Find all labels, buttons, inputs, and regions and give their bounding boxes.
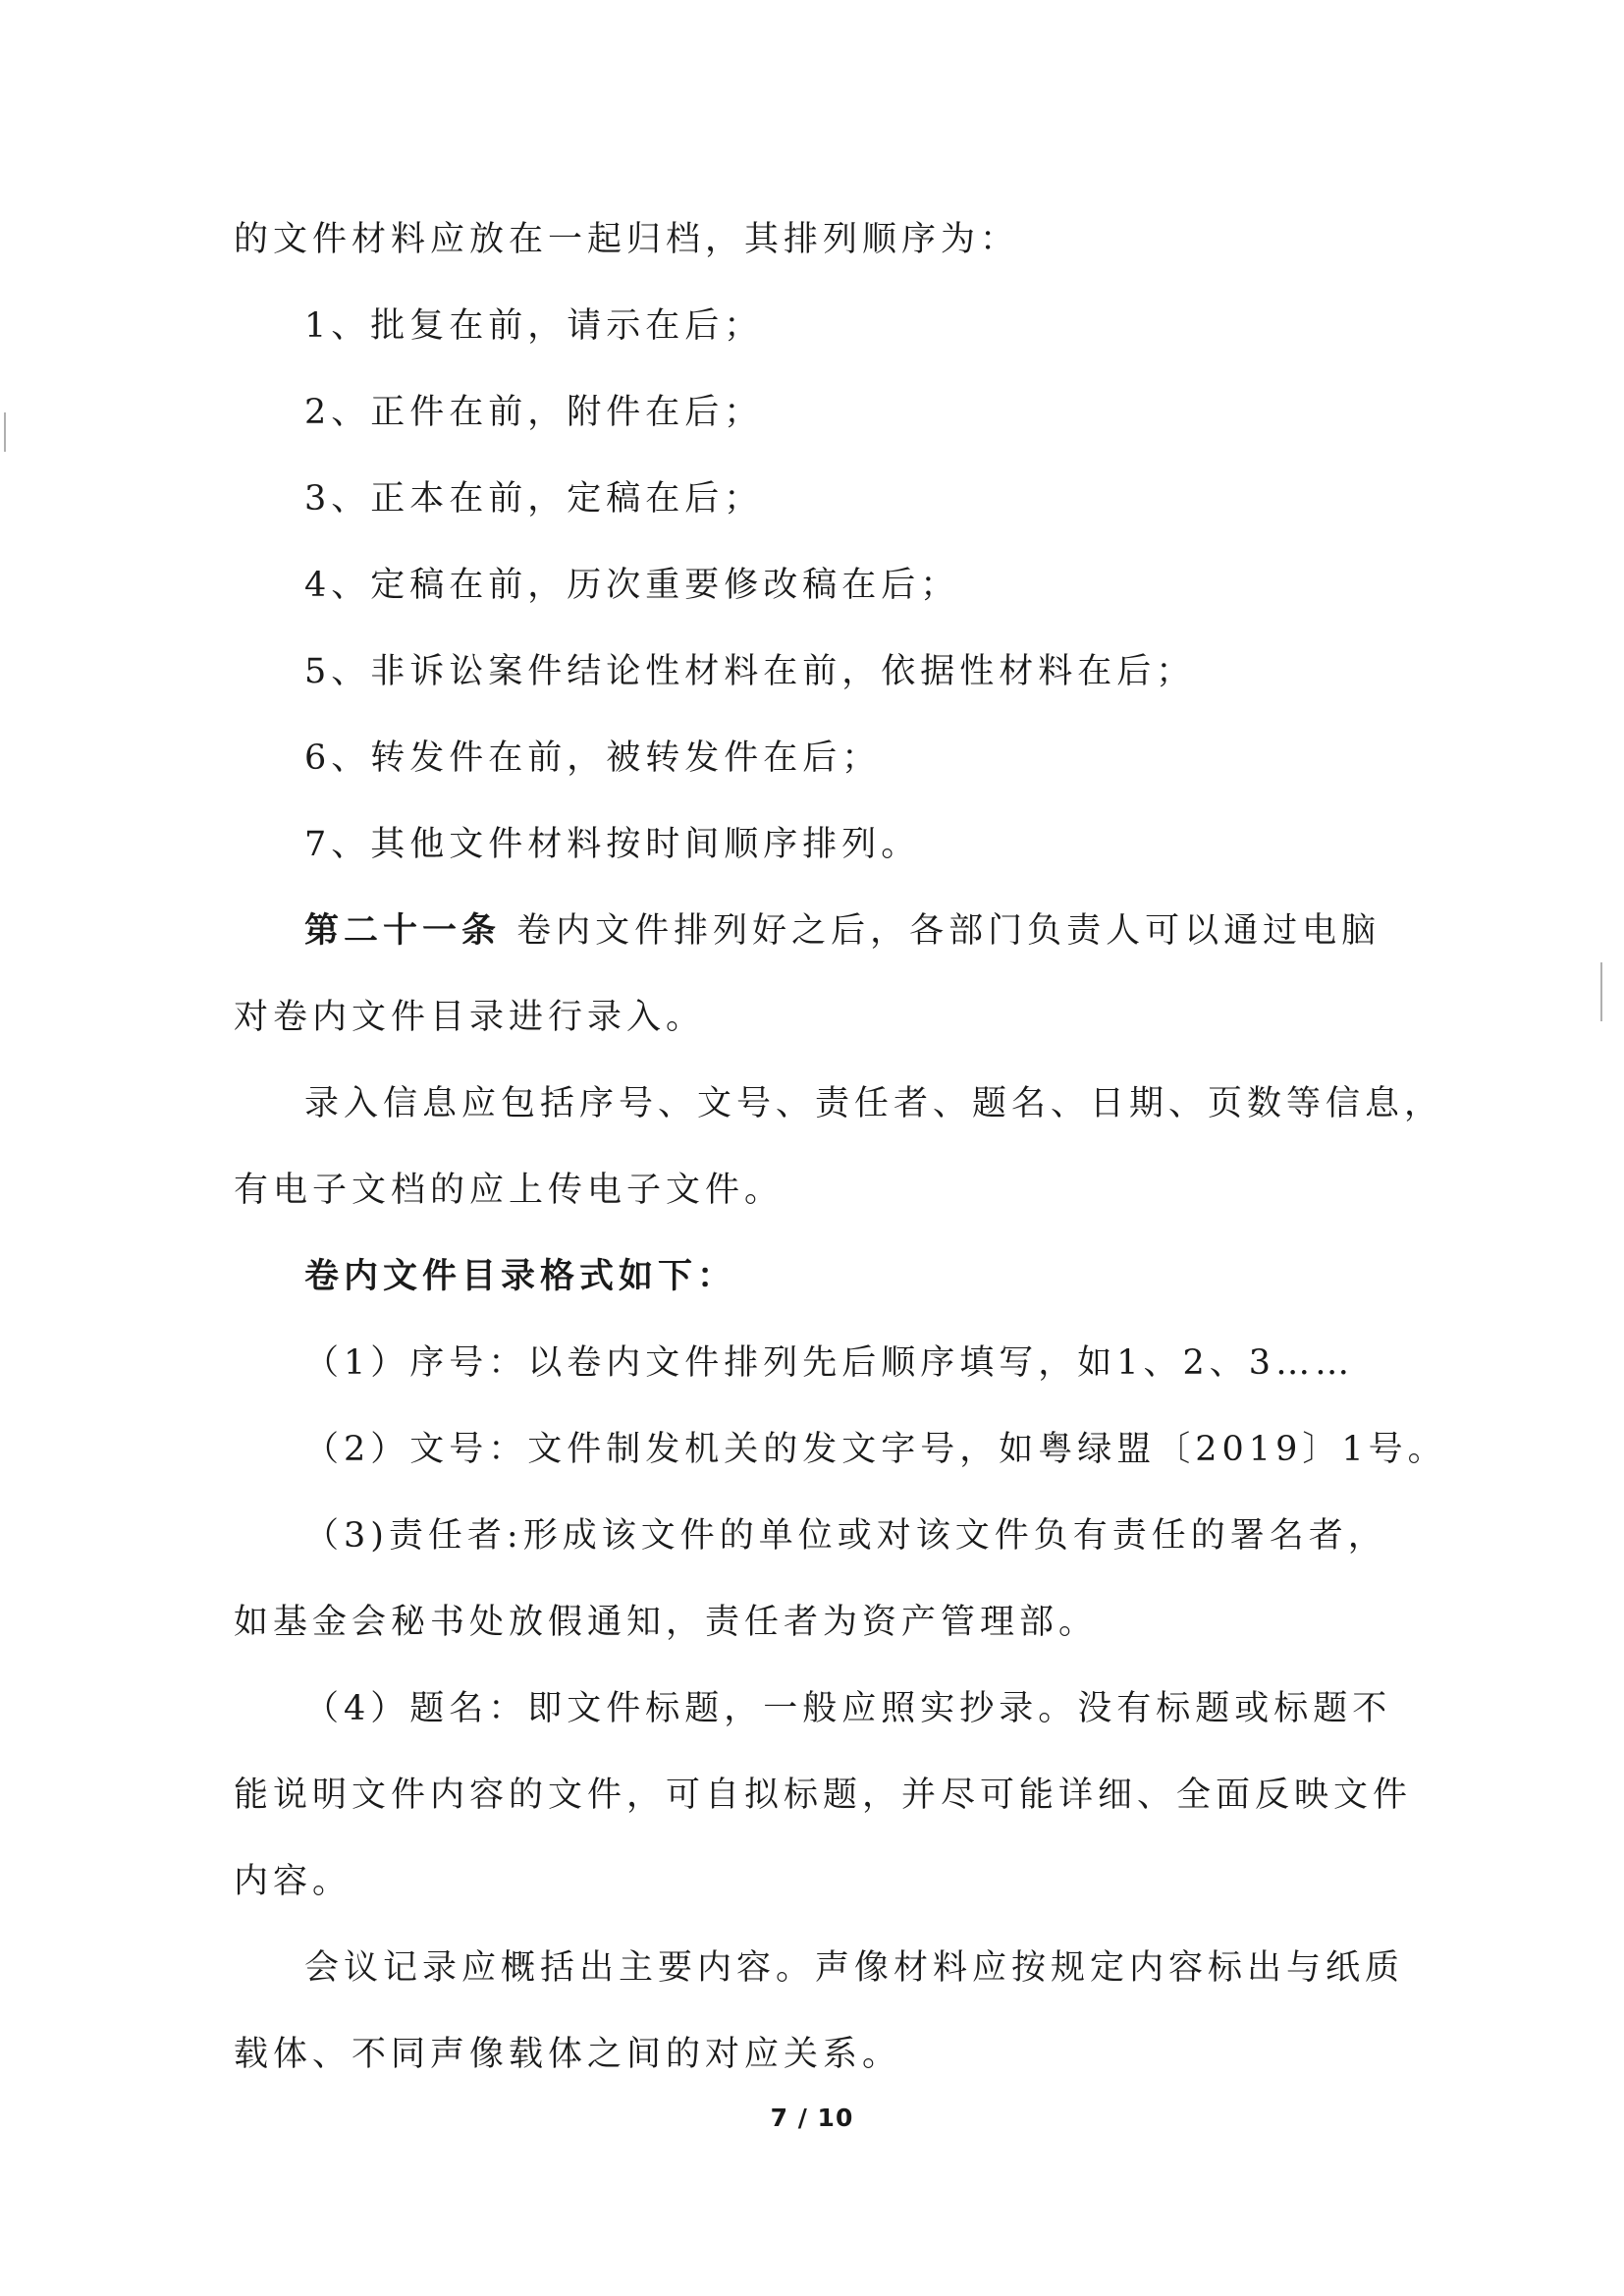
article-21-line-1: [304, 909, 1380, 953]
page-number: 7 / 10: [770, 2104, 854, 2132]
list-item-1: 1、批复在前，请示在后；: [304, 306, 764, 346]
article-21-heading: 第二十一条: [304, 911, 502, 951]
list-item-3: 3、正本在前，定稿在后；: [304, 479, 764, 519]
scan-mark-right: [1600, 962, 1602, 1021]
format-item-4-line-2: 能说明文件内容的文件，可自拟标题，并尽可能详细、全面反映文件: [234, 1776, 1413, 1815]
text-line-continuation: 的文件材料应放在一起归档，其排列顺序为：: [234, 220, 1020, 259]
list-item-7: 7、其他文件材料按时间顺序排列。: [304, 825, 921, 864]
list-item-2: 2、正件在前，附件在后；: [304, 393, 764, 432]
format-item-4-line-3: 内容。: [234, 1862, 352, 1901]
meeting-line-2: 载体、不同声像载体之间的对应关系。: [234, 2035, 902, 2074]
entry-info-line-2: 有电子文档的应上传电子文件。: [234, 1171, 785, 1210]
meeting-line-1: 会议记录应概括出主要内容。声像材料应按规定内容标出与纸质: [304, 1948, 1405, 1988]
scan-mark-left: [4, 412, 6, 452]
format-item-3-line-2: 如基金会秘书处放假通知，责任者为资产管理部。: [234, 1603, 1099, 1642]
article-21-text: 卷内文件排列好之后，各部门负责人可以通过电脑: [516, 911, 1381, 951]
article-21-line-2: 对卷内文件目录进行录入。: [234, 998, 706, 1037]
format-item-1: （1）序号：以卷内文件排列先后顺序填写，如1、2、3……: [304, 1343, 1355, 1383]
format-item-2: （2）文号：文件制发机关的发文字号，如粤绿盟〔2019〕1号。: [304, 1430, 1447, 1469]
list-item-4: 4、定稿在前，历次重要修改稿在后；: [304, 566, 960, 605]
format-item-4-line-1: （4）题名：即文件标题，一般应照实抄录。没有标题或标题不: [304, 1689, 1392, 1728]
entry-info-line-1: 录入信息应包括序号、文号、责任者、题名、日期、页数等信息，: [304, 1084, 1444, 1123]
format-item-3-line-1: （3)责任者:形成该文件的单位或对该文件负有责任的署名者，: [304, 1516, 1387, 1556]
list-item-5: 5、非诉讼案件结论性材料在前，依据性材料在后；: [304, 652, 1196, 691]
format-heading: 卷内文件目录格式如下：: [304, 1257, 737, 1296]
list-item-6: 6、转发件在前，被转发件在后；: [304, 738, 882, 778]
